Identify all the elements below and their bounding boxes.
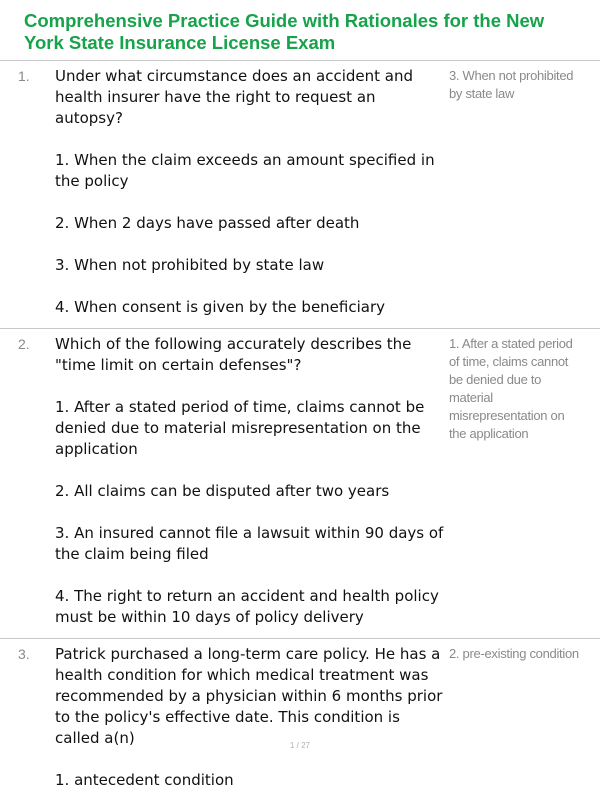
question-body [55,644,445,791]
question-number: 3. [18,646,30,662]
answer-option: 1. After a stated period of time, claims cannot be denied due to material misrepresentation on the application [55,398,425,458]
answer-option: 1. When the claim exceeds an amount specified in the policy [55,151,435,190]
answer-option: 4. The right to return an accident and health policy must be within 10 days of policy delivery [55,587,439,626]
question-item-2 [0,328,600,638]
document-title: Comprehensive Practice Guide with Rationales for the New York State Insurance License Exam [24,10,545,53]
question-text: Under what circumstance does an accident and health insurer have the right to request an autopsy? [55,67,414,127]
answer-option: 2. When 2 days have passed after death [55,214,360,232]
answer-option: 3. When not prohibited by state law [55,256,325,274]
correct-answer: 1. After a stated period of time, claims cannot be denied due to material misrepresentation on the application [449,336,573,441]
answer-option: 4. When consent is given by the beneficiary [55,298,386,316]
answer-option: 3. An insured cannot file a lawsuit within 90 days of the claim being filed [55,524,444,563]
question-text: Patrick purchased a long-term care policy. He has a health condition for which medical treatment was recommended by a physician within 6 months prior to the policy's effective date. This condition is called a(n) [55,645,443,747]
question-text: Which of the following accurately describes the "time limit on certain defenses"? [55,335,412,374]
correct-answer: 3. When not prohibited by state law [449,68,574,101]
question-number: 2. [18,336,30,352]
answer-option: 2. All claims can be disputed after two years [55,482,390,500]
question-item-1 [0,60,600,328]
question-number: 1. [18,68,30,84]
question-body [55,66,445,318]
correct-answer: 2. pre-existing condition [449,646,579,661]
question-list [0,60,600,801]
question-item-3 [0,638,600,801]
page-indicator: 1 / 27 [289,741,310,750]
answer-option: 1. antecedent condition [55,771,234,789]
question-body [55,334,445,628]
